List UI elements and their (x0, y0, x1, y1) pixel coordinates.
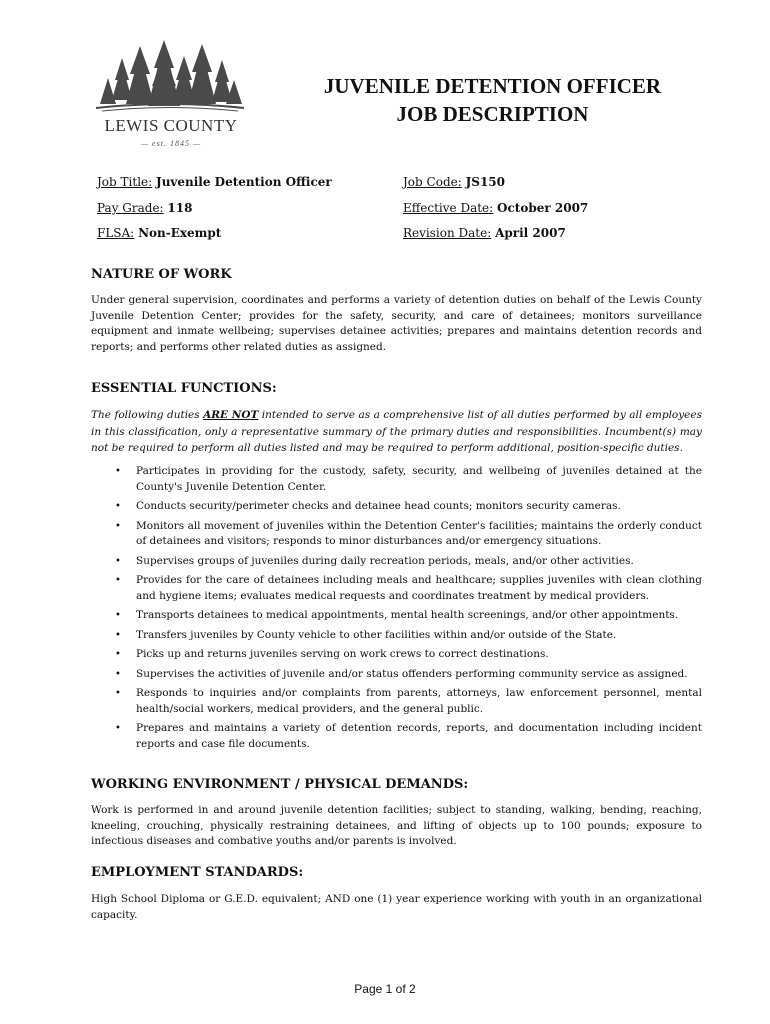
function-item (91, 608, 702, 624)
document-title (300, 72, 685, 128)
flsa-label: FLSA: (97, 226, 135, 240)
bullet-icon: • (115, 520, 121, 532)
effective-date-value: October 2007 (497, 201, 589, 215)
title-line-1: JUVENILE DETENTION OFFICER (323, 74, 662, 98)
nature-of-work-heading: NATURE OF WORK (91, 267, 232, 282)
bullet-icon: • (115, 466, 121, 477)
job-code-label: Job Code: (403, 175, 462, 189)
working-environment-heading: WORKING ENVIRONMENT / PHYSICAL DEMANDS: (91, 777, 469, 792)
intro-part-1: The following duties (91, 409, 204, 421)
function-item-text: Responds to inquiries and/or complaints from parents, attorneys, law enforcement personnel, mental health/social workers, medical providers, and the general public. (136, 687, 702, 715)
essential-functions-intro (91, 407, 702, 457)
function-item-text: Transfers juveniles by County vehicle to other facilities within and/or outside of the State. (136, 628, 617, 641)
bullet-icon: • (115, 555, 121, 567)
bullet-icon: • (115, 668, 121, 680)
function-item (91, 554, 702, 570)
function-item-text: Prepares and maintains a variety of detention records, reports, and documentation including incident reports and case file documents. (136, 722, 702, 750)
effective-date-label: Effective Date: (403, 201, 494, 215)
function-item-text: Supervises groups of juveniles during daily recreation periods, meals, and/or other activities. (136, 554, 634, 567)
job-title-label: Job Title: (97, 175, 153, 189)
pay-grade-label: Pay Grade: (97, 201, 164, 215)
revision-date-value: April 2007 (495, 226, 566, 240)
flsa-value: Non-Exempt (138, 226, 222, 240)
function-item (91, 499, 702, 515)
bullet-icon: • (115, 610, 121, 621)
bullet-icon: • (115, 629, 121, 641)
effective-date-field (403, 201, 588, 215)
essential-functions-list (91, 464, 702, 756)
bullet-icon: • (115, 723, 121, 734)
function-item (91, 573, 702, 604)
function-item (91, 628, 702, 644)
bullet-icon: • (115, 649, 121, 660)
function-item-text: Transports detainees to medical appointments, mental health screenings, and/or other appointments. (136, 609, 679, 621)
function-item (91, 464, 702, 495)
bullet-icon: • (115, 575, 121, 586)
function-item (91, 667, 702, 683)
function-item-text: Monitors all movement of juveniles within the Detention Center's facilities; maintains the orderly conduct of detainees and visitors; responds to minor disturbances and/or emergency situations. (136, 519, 702, 547)
function-item (91, 519, 702, 550)
job-title-value: Juvenile Detention Officer (156, 175, 332, 189)
logo-established: — est. 1845 — (140, 139, 202, 148)
employment-standards-text: High School Diploma or G.E.D. equivalent; AND one (1) year experience working with youth in an organizational capacity. (91, 893, 702, 921)
flsa-field (97, 226, 221, 240)
job-code-value: JS150 (465, 175, 505, 189)
tree-logo-icon (92, 40, 248, 120)
revision-date-label: Revision Date: (403, 226, 492, 240)
revision-date-field (403, 226, 566, 240)
function-item-text: Conducts security/perimeter checks and detainee head counts; monitors security cameras. (136, 500, 621, 512)
function-item-text: Provides for the care of detainees including meals and healthcare; supplies juveniles with clean clothing and hygiene items; evaluates medical requests and coordinates treatment by medical providers. (136, 574, 702, 602)
title-line-2: JOB DESCRIPTION (396, 102, 589, 126)
lewis-county-logo (92, 40, 248, 152)
function-item-text: Picks up and returns juveniles serving on work crews to correct destinations. (136, 648, 549, 660)
job-title-field (97, 175, 332, 189)
function-item (91, 647, 702, 663)
function-item (91, 721, 702, 752)
pay-grade-value: 118 (167, 201, 193, 215)
logo-county-name: LEWIS COUNTY (104, 116, 238, 135)
nature-of-work-text: Under general supervision, coordinates and performs a variety of detention duties on behalf of the Lewis County Juvenile Detention Center; provides for the safety, security, and care of detainees; monitors surveillance equipment and inmate wellbeing; supervises detainee activities; prepares and maintains detention records and reports; and performs other related duties as assigned. (91, 294, 702, 353)
function-item (91, 686, 702, 717)
bullet-icon: • (115, 501, 121, 512)
function-item-text: Supervises the activities of juvenile and/or status offenders performing community service as assigned. (136, 667, 688, 680)
bullet-icon: • (115, 688, 121, 699)
job-code-field (403, 175, 505, 189)
working-environment-text: Work is performed in and around juvenile detention facilities; subject to standing, walking, bending, reaching, kneeling, crouching, physically restraining detainees, and lifting of objects up to 100 pounds; exposure to infectious diseases and combative youths and/or parents is involved. (91, 804, 702, 847)
page-number: Page 1 of 2 (354, 982, 416, 996)
intro-part-2: intended to serve as a comprehensive list of all duties performed by all employees in this classification, only a representative summary of the primary duties and responsibilities. Incumbent(s) may not be required to perform all duties listed and may be required to perform additional, position-specific duties. (91, 409, 702, 454)
essential-functions-heading: ESSENTIAL FUNCTIONS: (91, 381, 277, 396)
function-item-text: Participates in providing for the custody, safety, security, and wellbeing of juveniles detained at the County's Juvenile Detention Center. (136, 465, 702, 493)
employment-standards-heading: EMPLOYMENT STANDARDS: (91, 865, 304, 880)
pay-grade-field (97, 201, 192, 215)
intro-emphasis: ARE NOT (203, 409, 259, 421)
